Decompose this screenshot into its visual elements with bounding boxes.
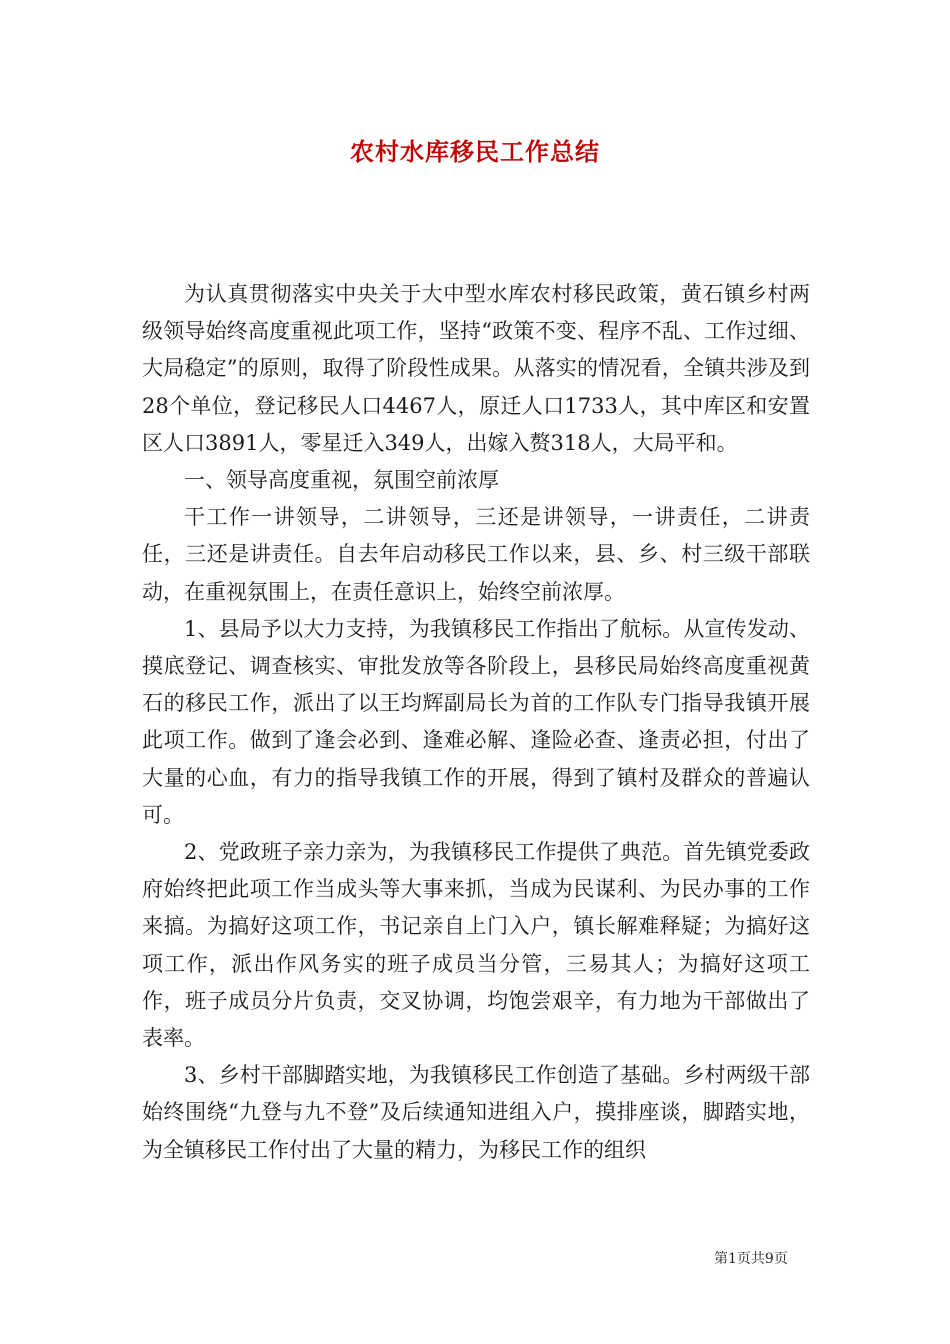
paragraph: 2、党政班子亲力亲为，为我镇移民工作提供了典范。首先镇党委政府始终把此项工作当成头等大事来抓，当成为民谋利、为民办事的工作来搞。为搞好这项工作，书记亲自上门入户，镇长解难释疑；为搞好这项工作，派出作风务实的班子成员当分管，三易其人；为搞好这项工作，班子成员分片负责，交叉协调，均饱尝艰辛，有力地为干部做出了表率。 bbox=[142, 840, 810, 1051]
section-heading: 一、领导高度重视，氛围空前浓厚 bbox=[184, 468, 499, 493]
page-number-footer: 第1页共9页 bbox=[714, 1251, 788, 1267]
document-title: 农村水库移民工作总结 bbox=[350, 138, 600, 166]
paragraph: 干工作一讲领导，二讲领导，三还是讲领导，一讲责任，二讲责任，三还是讲责任。自去年启动移民工作以来，县、乡、村三级干部联动，在重视氛围上，在责任意识上，始终空前浓厚。 bbox=[142, 505, 810, 604]
paragraph: 3、乡村干部脚踏实地，为我镇移民工作创造了基础。乡村两级干部始终围绕“九登与九不登”及后续通知进组入户，摸排座谈，脚踏实地，为全镇移民工作付出了大量的精力，为移民工作的组织 bbox=[142, 1063, 810, 1162]
paragraph: 为认真贯彻落实中央关于大中型水库农村移民政策，黄石镇乡村两级领导始终高度重视此项工作，坚持“政策不变、程序不乱、工作过细、大局稳定”的原则，取得了阶段性成果。从落实的情况看，全镇共涉及到28个单位，登记移民人口4467人，原迁人口1733人，其中库区和安置区人口3891人，零星迁入349人，出嫁入赘318人，大局平和。 bbox=[142, 282, 810, 455]
paragraph: 1、县局予以大力支持，为我镇移民工作指出了航标。从宣传发动、摸底登记、调查核实、审批发放等各阶段上，县移民局始终高度重视黄石的移民工作，派出了以王均辉副局长为首的工作队专门指导我镇开展此项工作。做到了逢会必到、逢难必解、逢险必查、逢责必担，付出了大量的心血，有力的指导我镇工作的开展，得到了镇村及群众的普遍认可。 bbox=[142, 616, 810, 827]
document-body bbox=[142, 276, 810, 1169]
